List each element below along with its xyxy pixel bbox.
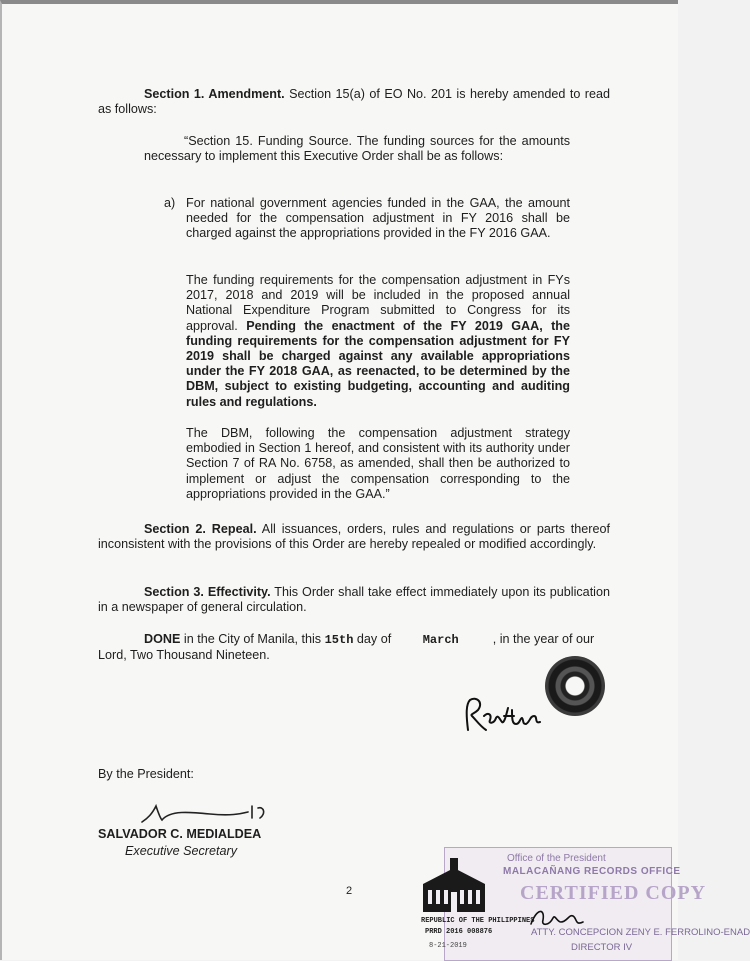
section-3-text: This Order shall take effect immediately upon its publication in a newspaper of general circulation. bbox=[98, 585, 610, 615]
stamp-prrd-code: PRRD 2016 008876 bbox=[425, 928, 493, 936]
done-day: 15th bbox=[324, 633, 354, 647]
presidential-seal bbox=[545, 656, 605, 716]
stamp-officer-name: ATTY. CONCEPCION ZENY E. FERROLINO-ENAD bbox=[531, 927, 750, 938]
done-text-3: , in the year of our Lord, Two Thousand Nineteen. bbox=[98, 632, 595, 663]
section-2-text: All issuances, orders, rules and regulations or parts thereof inconsistent with the provisions of this Order are hereby repealed or modified accordingly. bbox=[98, 522, 610, 552]
item-a-paragraph: For national government agencies funded in the GAA, the amount needed for the compensation adjustment in FY 2016 shall be charged against the appropriations provided in the FY 2016 GAA. bbox=[186, 196, 570, 241]
item-a-letter: a) bbox=[164, 196, 176, 210]
secretary-signature bbox=[140, 800, 280, 826]
done-month: March bbox=[422, 633, 459, 647]
section-2-paragraph bbox=[98, 522, 610, 552]
stamp-office-text: Office of the President bbox=[507, 853, 606, 864]
president-signature bbox=[460, 694, 546, 738]
funding-requirements-text: The funding requirements for the compensation adjustment in FYs 2017, 2018 and 2019 will be included in the proposed annual National Expenditure Program submitted to Congress for its approval. bbox=[186, 273, 570, 333]
done-text-2: day of bbox=[353, 632, 395, 646]
section-1-paragraph bbox=[98, 87, 610, 117]
section-15-quote-intro: “Section 15. Funding Source. The funding sources for the amounts necessary to implement this Executive Order shall be as follows: bbox=[144, 134, 570, 164]
malacanang-building-icon bbox=[419, 854, 489, 916]
section-1-heading: Section 1. Amendment. bbox=[144, 87, 285, 101]
page-number: 2 bbox=[346, 885, 353, 897]
secretary-title: Executive Secretary bbox=[125, 844, 237, 858]
secretary-name: SALVADOR C. MEDIALDEA bbox=[98, 827, 262, 841]
stamp-signature bbox=[527, 904, 587, 930]
done-paragraph bbox=[98, 632, 610, 663]
funding-requirements-bold-text: Pending the enactment of the FY 2019 GAA, the funding requirements for the compensation adjustment for FY 2019 shall be charged against any available appropriations under the FY 2018 GAA, as reenacted, to be determined by the DBM, subject to existing budgeting, accounting and auditing rules and regulations. bbox=[186, 318, 571, 409]
section-3-heading: Section 3. Effectivity. bbox=[144, 585, 271, 599]
by-the-president-label: By the President: bbox=[98, 767, 194, 781]
section-1-text: Section 15(a) of EO No. 201 is hereby amended to read as follows: bbox=[98, 87, 610, 117]
section-2-heading: Section 2. Repeal. bbox=[144, 522, 257, 536]
dbm-paragraph: The DBM, following the compensation adjustment strategy embodied in Section 1 hereof, and consistent with its authority under Section 7 of RA No. 6758, as amended, shall then be authorized to implement or adjust the compensation corresponding to the appropriations provided in the GAA.” bbox=[186, 426, 570, 501]
stamp-republic-text: REPUBLIC OF THE PHILIPPINES bbox=[421, 917, 535, 925]
certified-copy-stamp bbox=[421, 847, 750, 961]
stamp-officer-title: DIRECTOR IV bbox=[571, 942, 633, 953]
funding-requirements-paragraph bbox=[186, 273, 570, 410]
section-3-paragraph bbox=[98, 585, 610, 615]
stamp-date: 8-21-2019 bbox=[429, 942, 467, 950]
stamp-certified-copy-text: CERTIFIED COPY bbox=[520, 882, 707, 904]
done-label: DONE bbox=[144, 632, 181, 646]
done-text-1: in the City of Manila, this bbox=[180, 632, 325, 646]
stamp-records-office-text: MALACAÑANG RECORDS OFFICE bbox=[503, 866, 681, 877]
